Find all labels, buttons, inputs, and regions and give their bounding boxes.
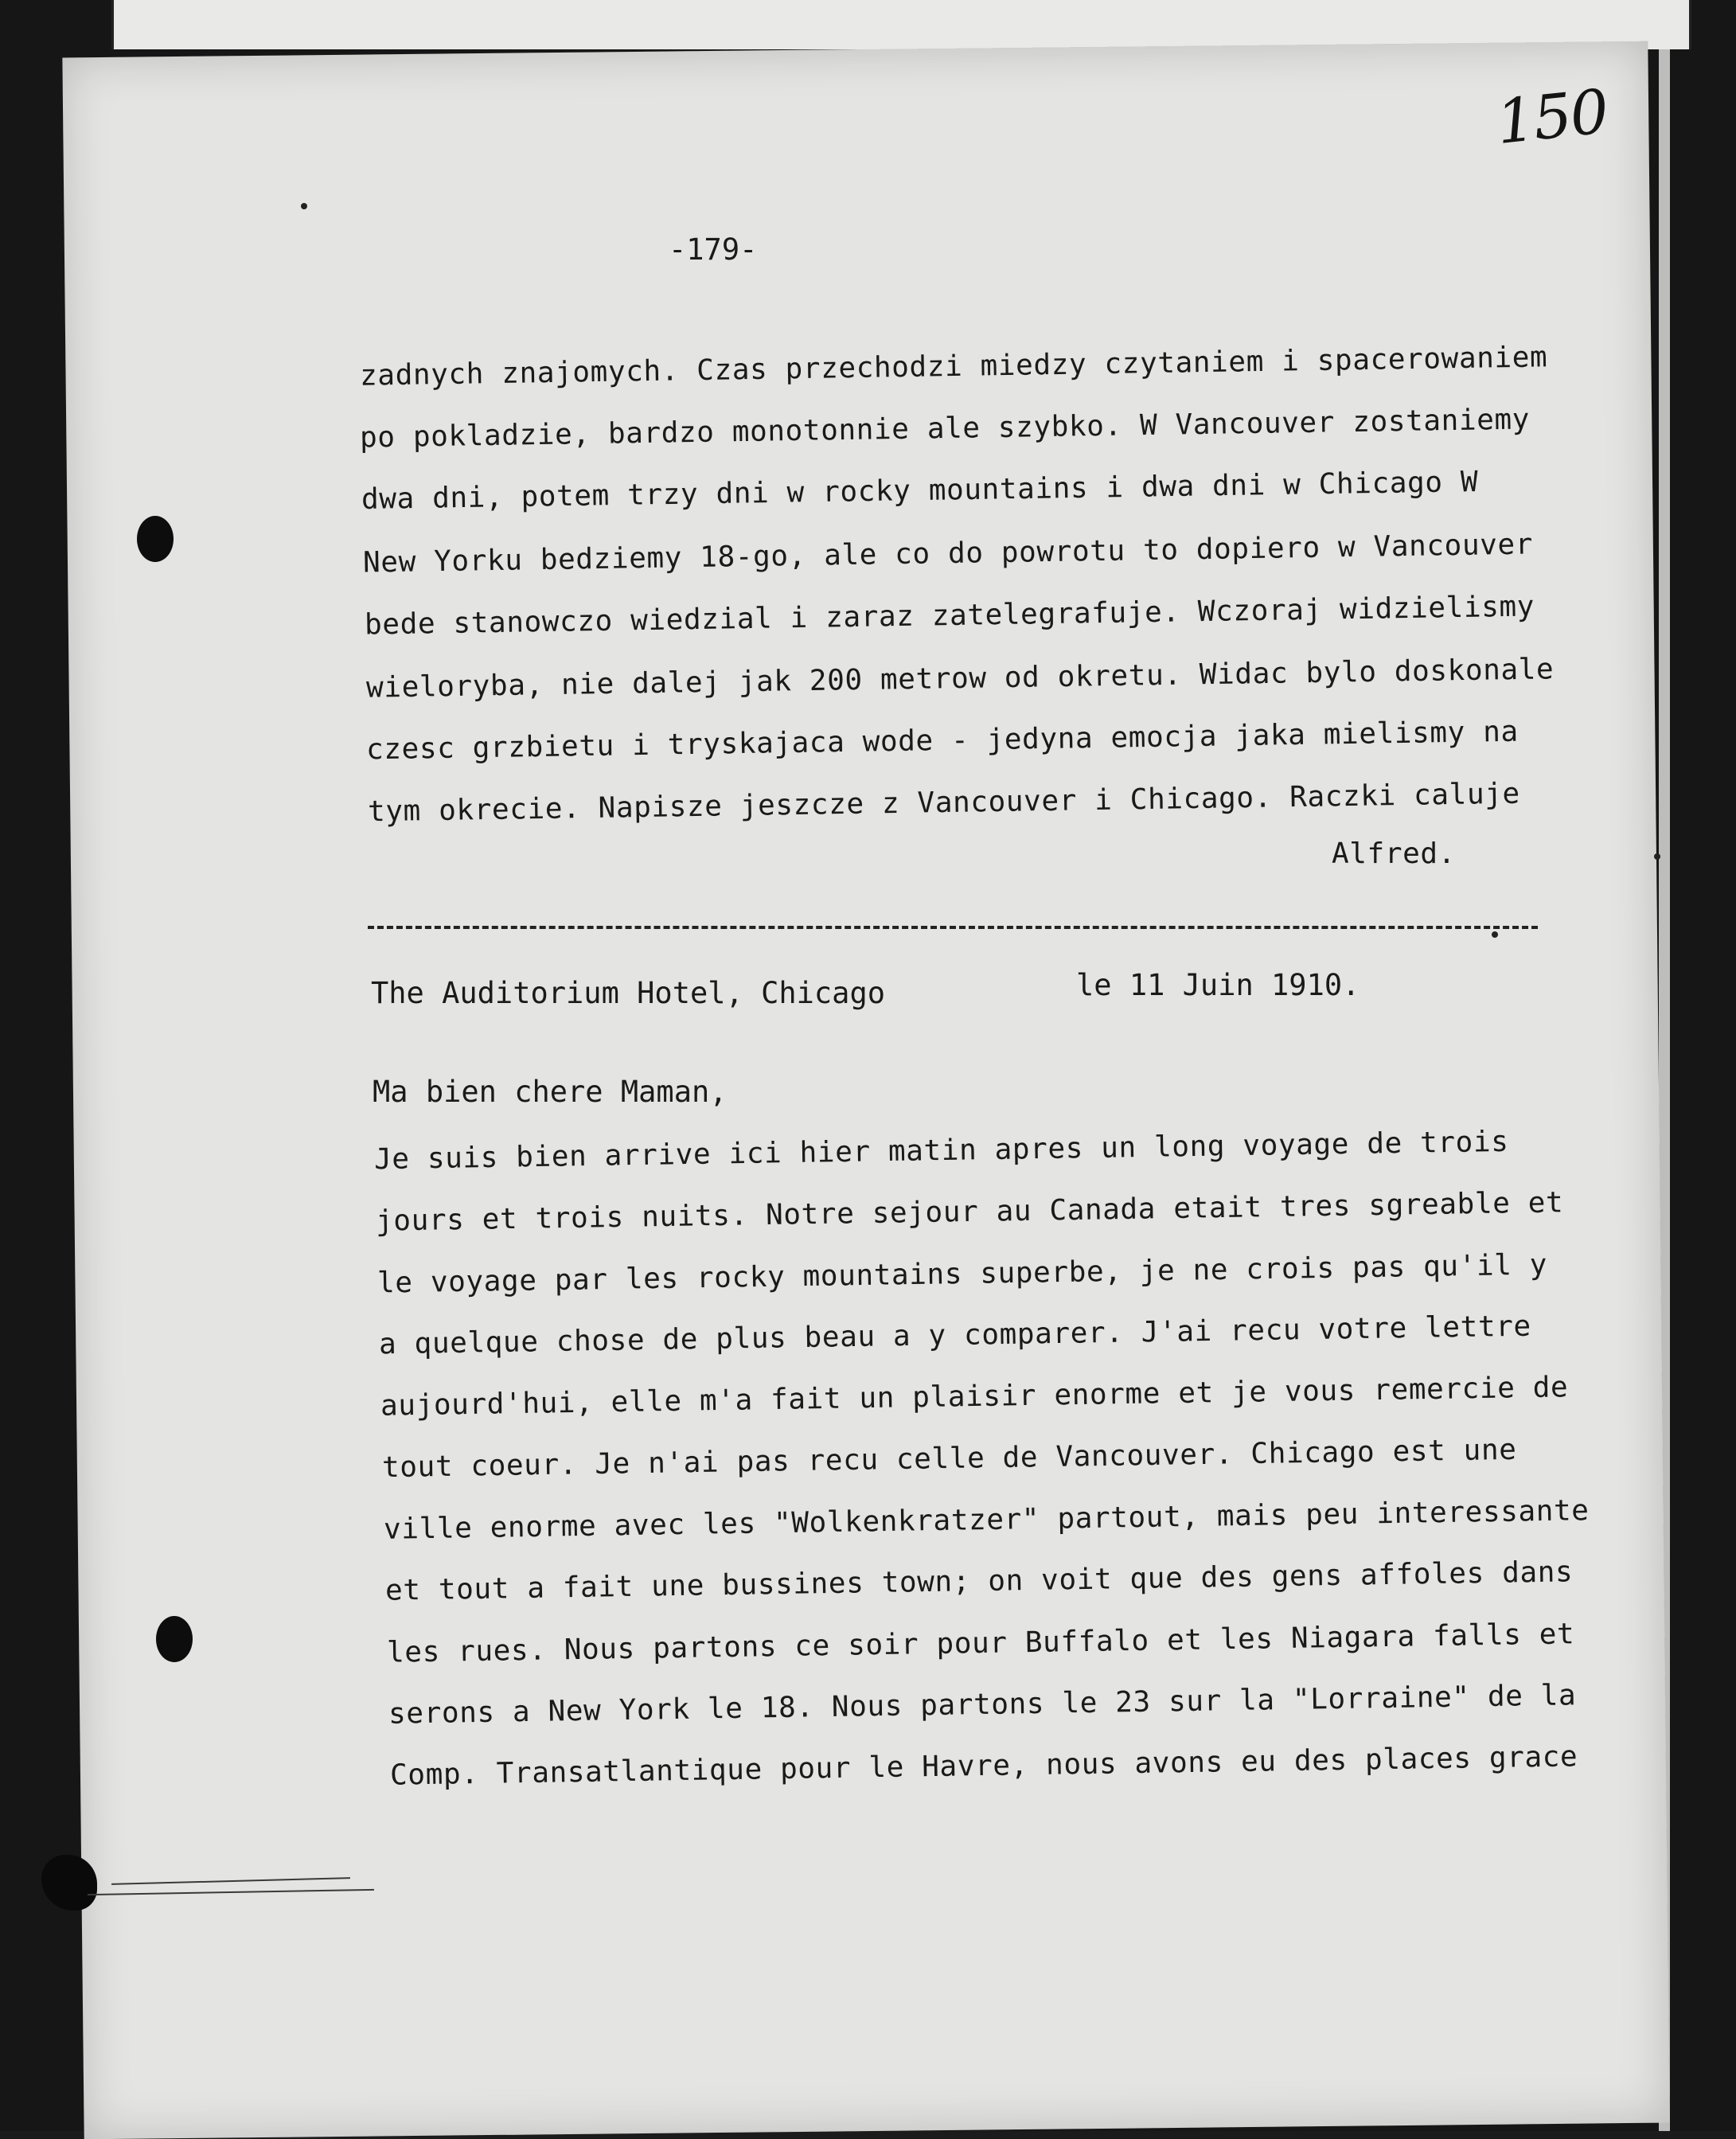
page-number: -179- xyxy=(669,232,758,267)
frame-line-left xyxy=(111,0,114,49)
french-line: ville enorme avec les "Wolkenkratzer" partout, mais peu interessante xyxy=(383,1494,1590,1546)
french-line: et tout a fait une bussines town; on voit que des gens affoles dans xyxy=(384,1555,1574,1607)
salutation: Ma bien chere Maman, xyxy=(373,1075,728,1109)
paper-speck xyxy=(301,203,307,209)
french-line: serons a New York le 18. Nous partons le 23 sur la "Lorraine" de la xyxy=(388,1679,1577,1731)
french-line: aujourd'hui, elle m'a fait un plaisir enorme et je vous remercie de xyxy=(380,1371,1569,1423)
paper-speck xyxy=(1654,853,1660,860)
french-line: Comp. Transatlantique pour le Havre, nous avons eu des places grace xyxy=(389,1740,1578,1792)
signature: Alfred. xyxy=(1332,837,1456,870)
letter-separator xyxy=(368,926,1538,929)
polish-line: zadnych znajomych. Czas przechodzi miedzy czytaniem i spacerowaniem xyxy=(359,341,1548,392)
folio-number: 150 xyxy=(1492,75,1611,158)
letter-date: le 11 Juin 1910. xyxy=(1076,968,1360,1002)
french-line: Je suis bien arrive ici hier matin apres un long voyage de trois xyxy=(373,1125,1509,1177)
polish-line: czesc grzbietu i tryskajaca wode - jedyna emocja jaka mielismy na xyxy=(365,715,1519,767)
frame-line-right xyxy=(1689,0,1691,49)
previous-page-edge xyxy=(111,0,1691,49)
paper-speck xyxy=(1492,931,1498,938)
french-line: le voyage par les rocky mountains superbe, je ne crois pas qu'il y xyxy=(376,1248,1548,1300)
punch-hole-lower xyxy=(156,1616,193,1662)
polish-line: po pokladzie, bardzo monotonnie ale szybko. W Vancouver zostaniemy xyxy=(359,403,1531,455)
french-line: a quelque chose de plus beau a y comparer. J'ai recu votre lettre xyxy=(378,1310,1532,1361)
polish-line: dwa dni, potem trzy dni w rocky mountains i dwa dni w Chicago W xyxy=(361,465,1479,517)
polish-line: tym okrecie. Napisze jeszcze z Vancouver i Chicago. Raczki caluje xyxy=(367,777,1521,829)
french-line: jours et trois nuits. Notre sejour au Canada etait tres sgreable et xyxy=(375,1186,1564,1238)
polish-line: wieloryba, nie dalej jak 200 metrow od okretu. Widac bylo doskonale xyxy=(365,653,1555,705)
french-line: les rues. Nous partons ce soir pour Buffalo et les Niagara falls et xyxy=(386,1618,1575,1669)
polish-line: bede stanowczo wiedzial i zaraz zatelegrafuje. Wczoraj widzielismy xyxy=(364,590,1535,642)
french-line: tout coeur. Je n'ai pas recu celle de Vancouver. Chicago est une xyxy=(381,1433,1517,1485)
polish-line: New Yorku bedziemy 18-go, ale co do powrotu to dopiero w Vancouver xyxy=(362,528,1534,580)
punch-hole-upper xyxy=(137,516,174,562)
hotel-letterhead: The Auditorium Hotel, Chicago xyxy=(371,976,886,1010)
